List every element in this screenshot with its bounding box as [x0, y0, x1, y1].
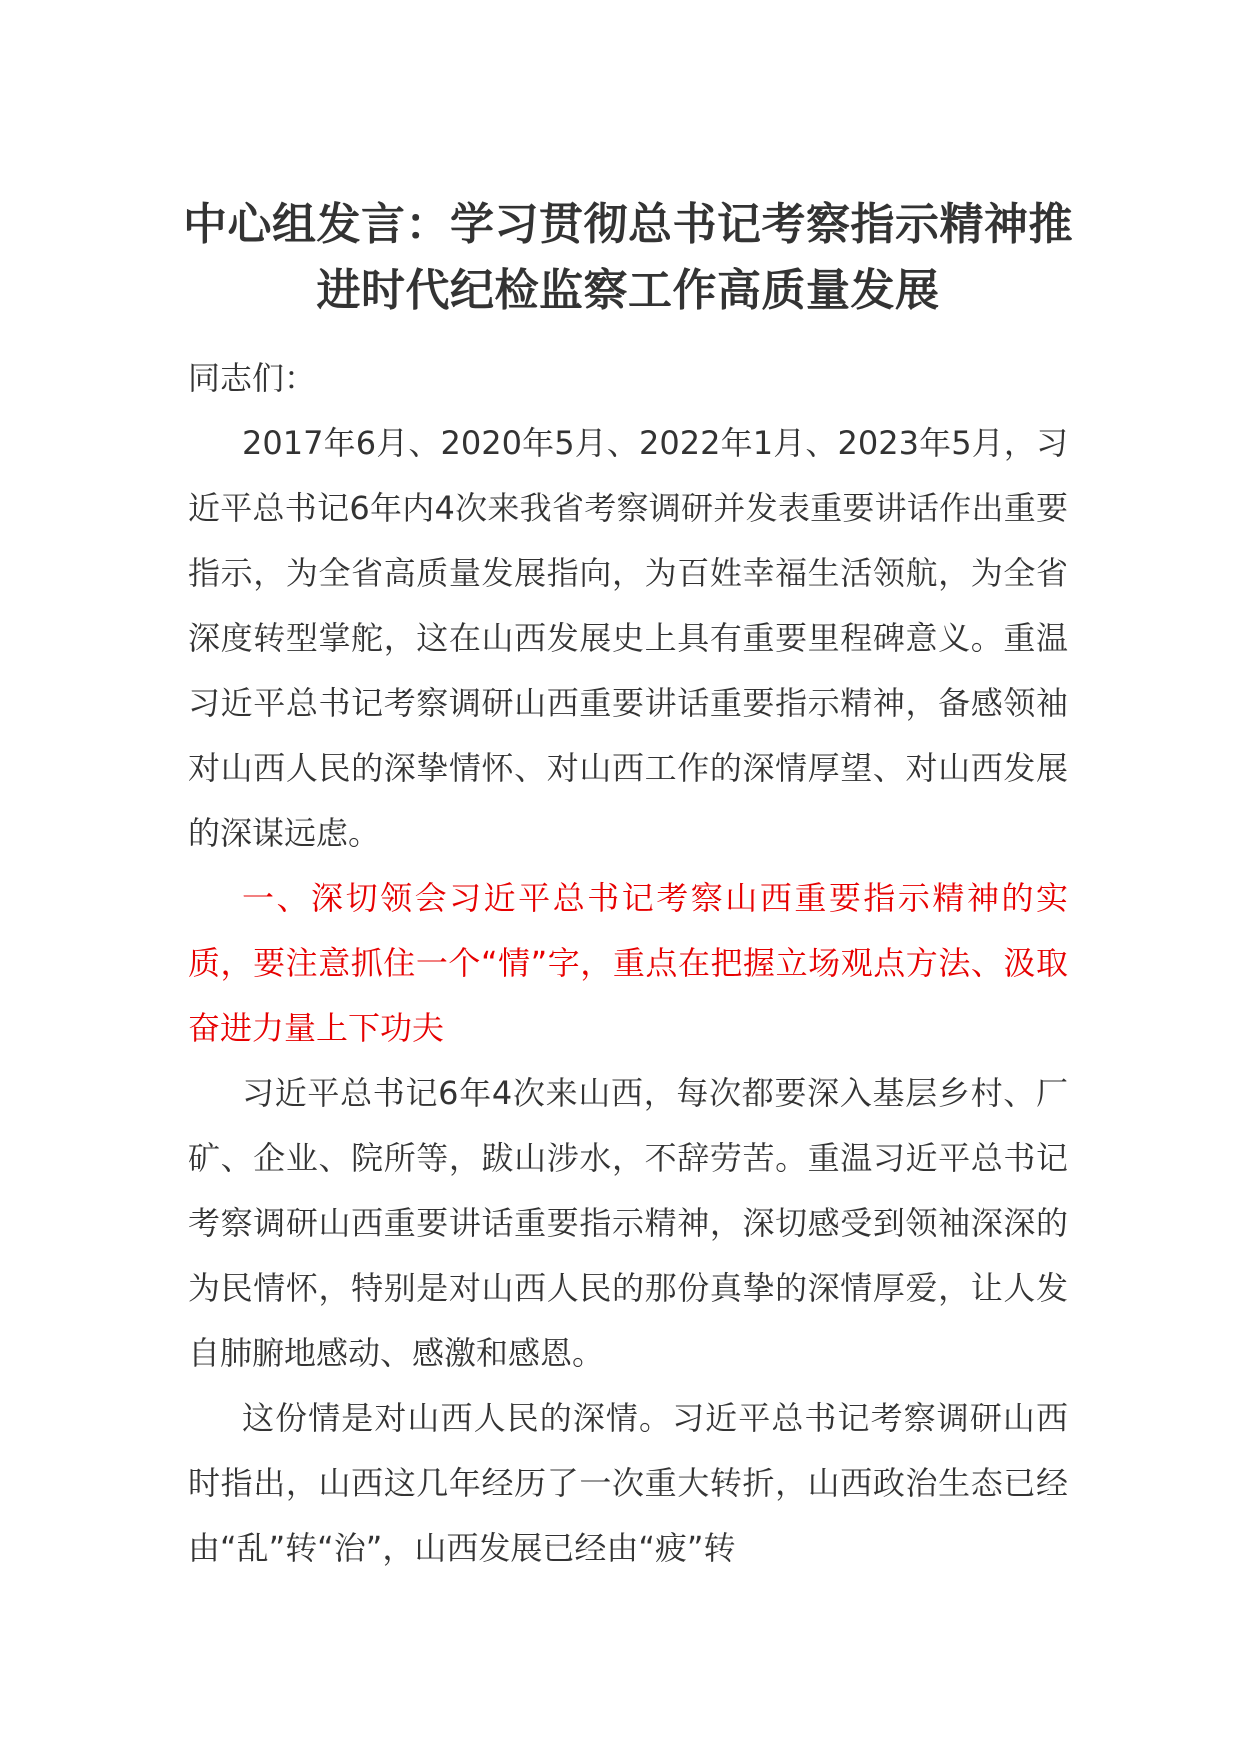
salutation: 同志们：	[188, 359, 317, 397]
paragraph-2: 习近平总书记6年4次来山西，每次都要深入基层乡村、厂矿、企业、院所等，跋山涉水，不辞劳苦。重温习近平总书记考察调研山西重要讲话重要指示精神，深切感受到领袖深深的为民情怀，特别是对山西人民的那份真挚的深情厚爱，让人发自肺腑地感动、感激和感恩。	[188, 1074, 1068, 1372]
document-body	[183, 192, 1073, 1581]
section-heading-1: 一、深切领会习近平总书记考察山西重要指示精神的实质，要注意抓住一个“情”字，重点在把握立场观点方法、汲取奋进力量上下功夫	[188, 879, 1068, 1047]
paragraph-1: 2017年6月、2020年5月、2022年1月、2023年5月，习近平总书记6年内4次来我省考察调研并发表重要讲话作出重要指示，为全省高质量发展指向，为百姓幸福生活领航，为全省深度转型掌舵，这在山西发展史上具有重要里程碑意义。重温习近平总书记考察调研山西重要讲话重要指示精神，备感领袖对山西人民的深挚情怀、对山西工作的深情厚望、对山西发展的深谋远虑。	[188, 424, 1068, 852]
paragraph-3: 这份情是对山西人民的深情。习近平总书记考察调研山西时指出，山西这几年经历了一次重大转折，山西政治生态已经由“乱”转“治”，山西发展已经由“疲”转	[188, 1399, 1068, 1567]
document-title: 中心组发言：学习贯彻总书记考察指示精神推进时代纪检监察工作高质量发展	[183, 199, 1073, 316]
